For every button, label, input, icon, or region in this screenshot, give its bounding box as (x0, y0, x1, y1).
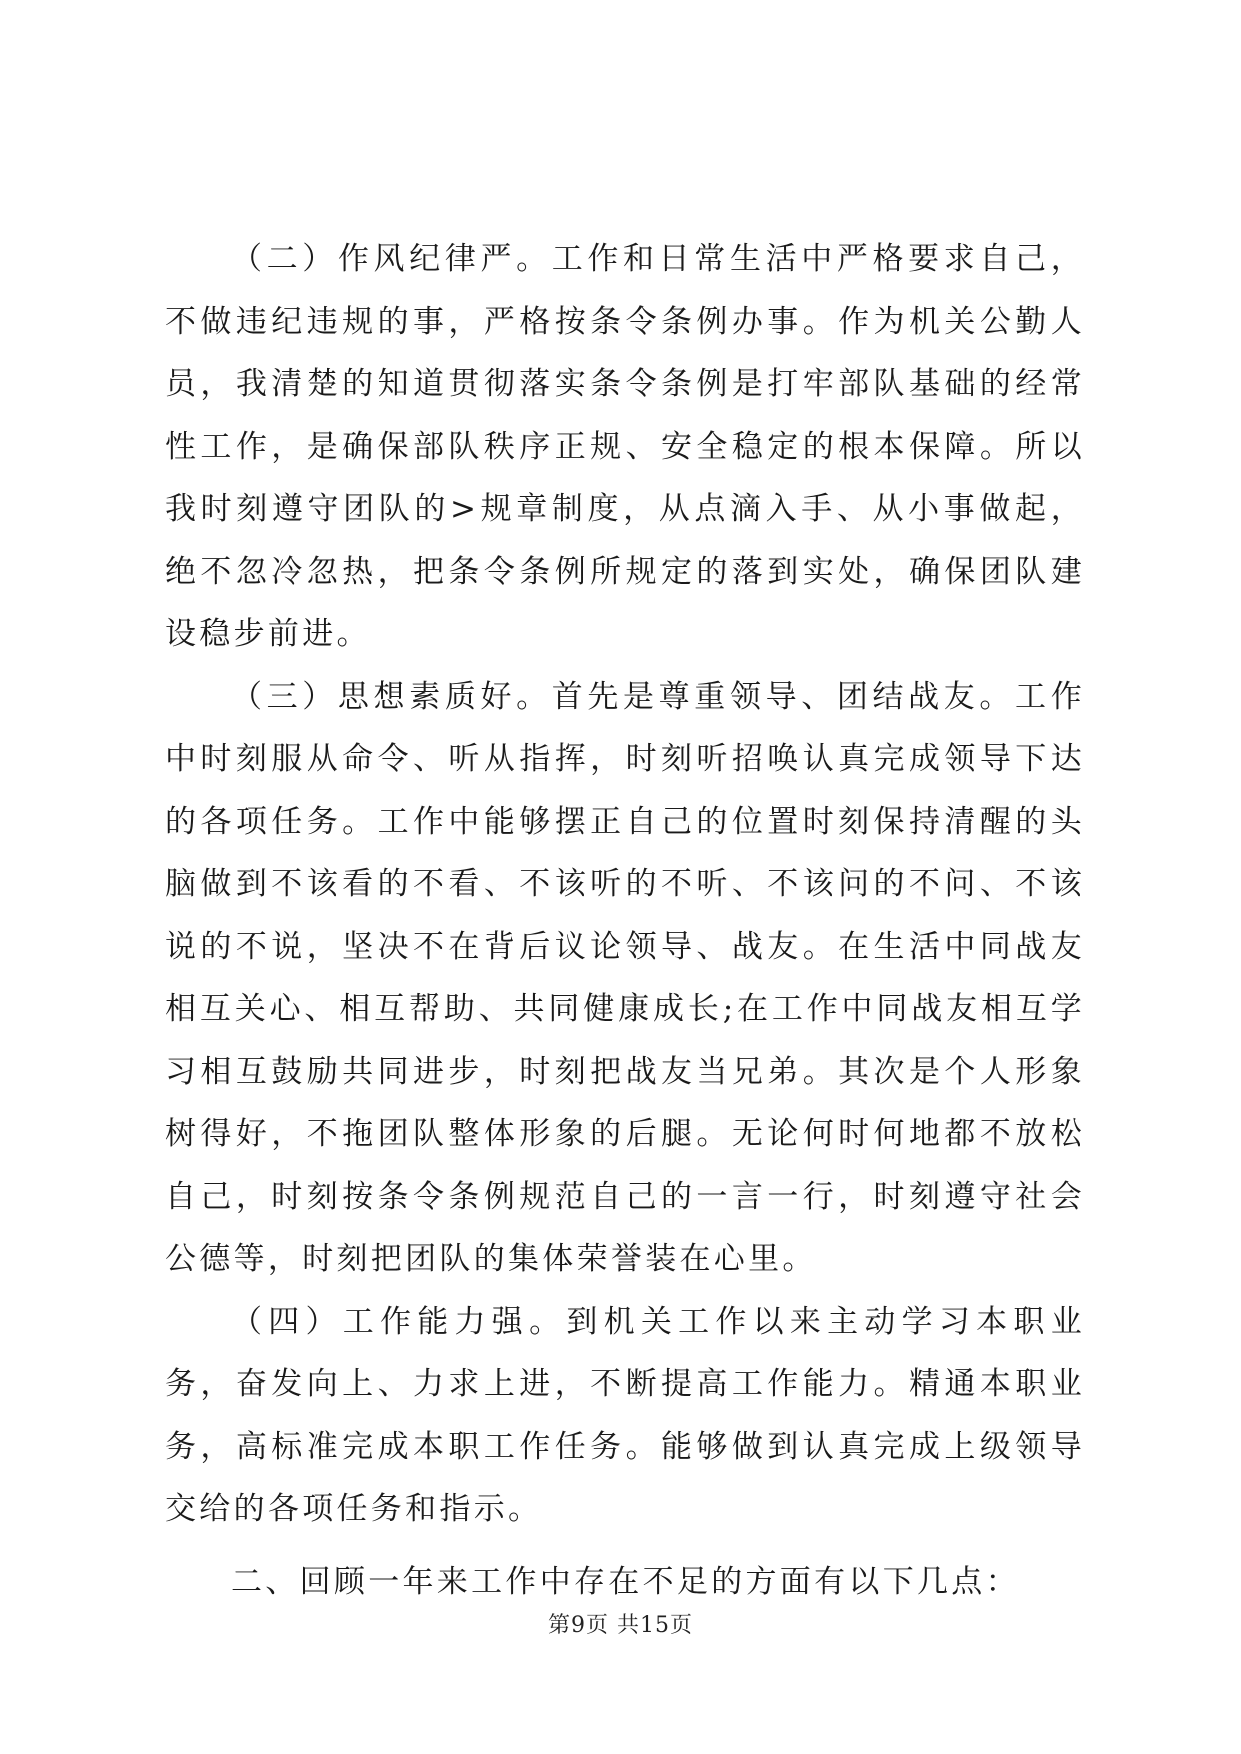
paragraph-ability: （四）工作能力强。到机关工作以来主动学习本职业务，奋发向上、力求上进，不断提高工作能力。精通本职业务，高标准完成本职工作任务。能够做到认真完成上级领导交给的各项任务和指示。 (165, 1303, 1085, 1527)
page-number-footer: 第9页 共15页 (548, 1613, 693, 1638)
document-body (165, 228, 1085, 1613)
paragraph-discipline: （二）作风纪律严。工作和日常生活中严格要求自己，不做违纪违规的事，严格按条令条例办事。作为机关公勤人员，我清楚的知道贯彻落实条令条例是打牢部队基础的经常性工作，是确保部队秩序正规、安全稳定的根本保障。所以我时刻遵守团队的>规章制度，从点滴入手、从小事做起，绝不忽冷忽热，把条令条例所规定的落到实处，确保团队建设稳步前进。 (165, 241, 1085, 652)
paragraph-ideology: （三）思想素质好。首先是尊重领导、团结战友。工作中时刻服从命令、听从指挥，时刻听招唤认真完成领导下达的各项任务。工作中能够摆正自己的位置时刻保持清醒的头脑做到不该看的不看、不该听的不听、不该问的不问、不该说的不说，坚决不在背后议论领导、战友。在生活中同战友相互关心、相互帮助、共同健康成长;在工作中同战友相互学习相互鼓励共同进步，时刻把战友当兄弟。其次是个人形象树得好，不拖团队整体形象的后腿。无论何时何地都不放松自己，时刻按条令条例规范自己的一言一行，时刻遵守社会公德等，时刻把团队的集体荣誉装在心里。 (165, 678, 1085, 1277)
section-heading-shortcomings: 二、回顾一年来工作中存在不足的方面有以下几点： (231, 1563, 1020, 1600)
